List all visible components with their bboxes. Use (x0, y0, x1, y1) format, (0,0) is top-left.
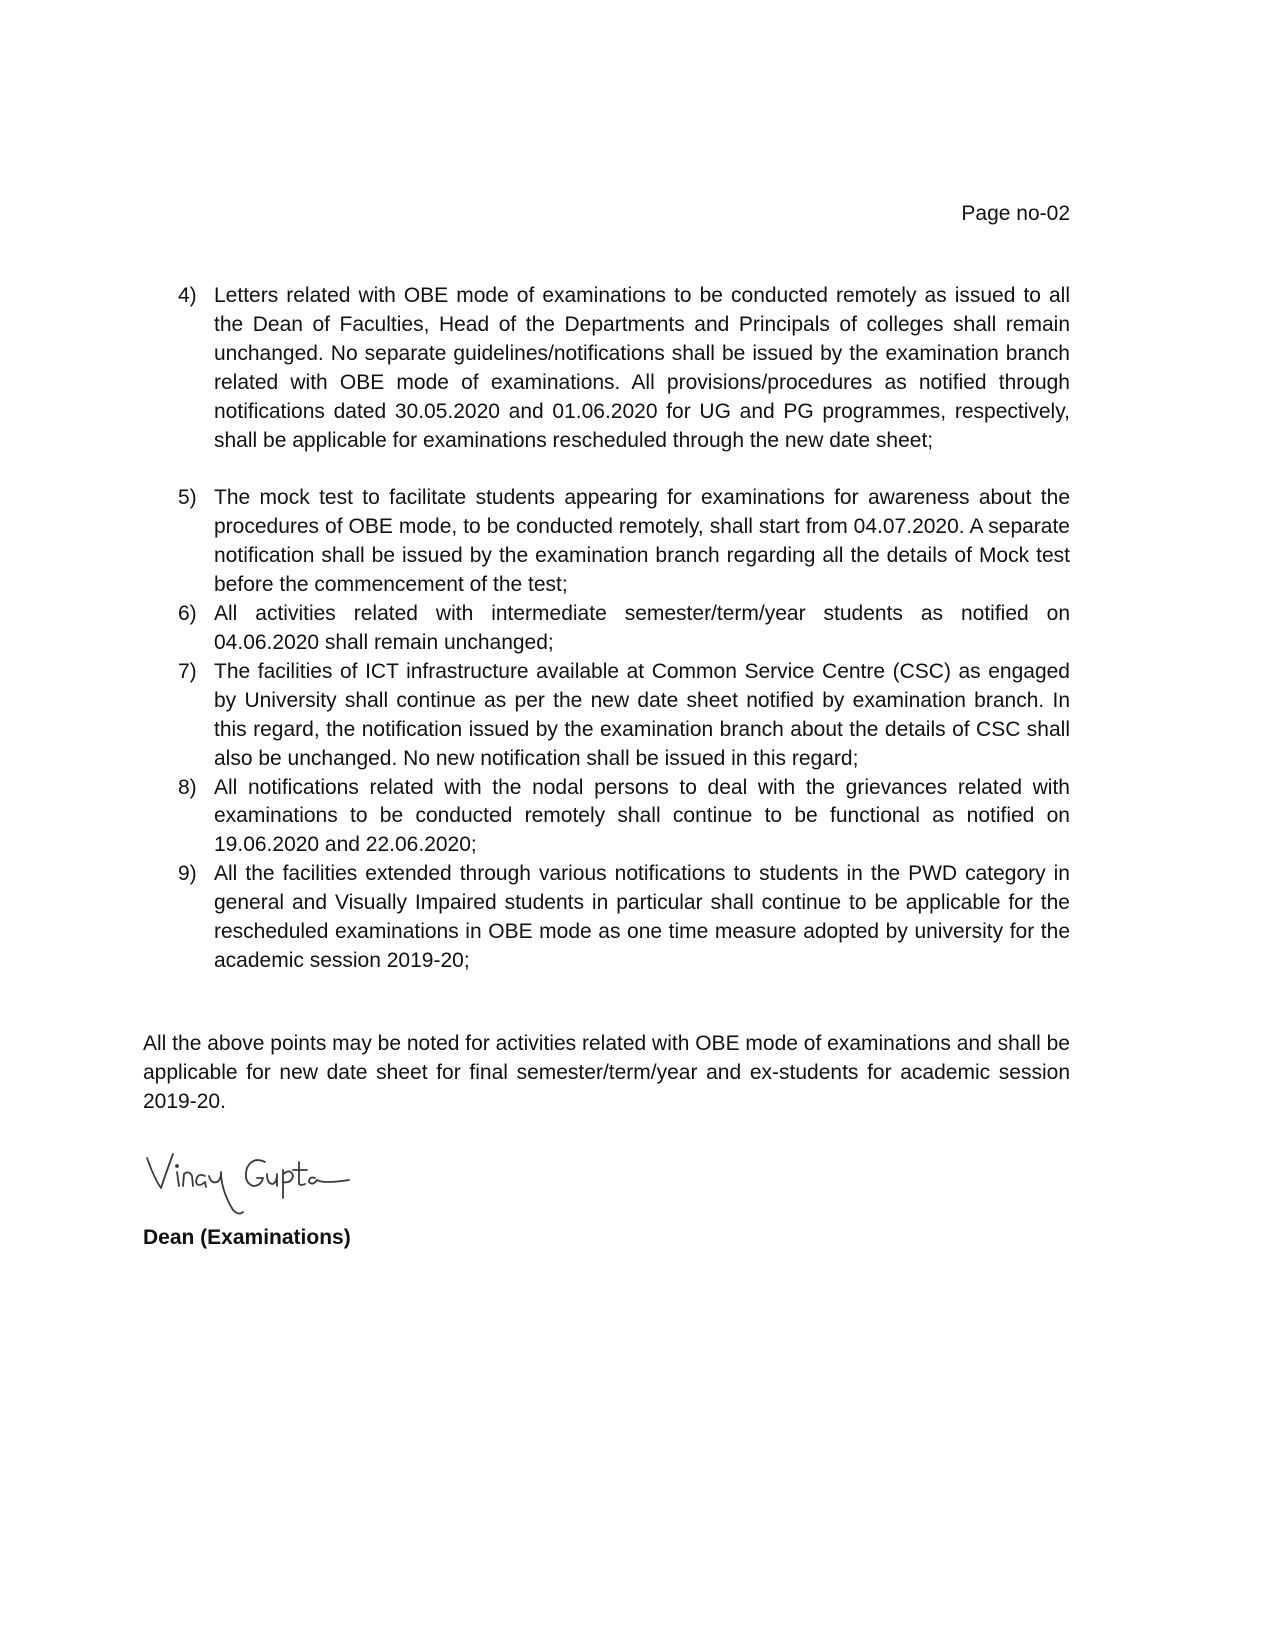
item-number: 7) (178, 659, 197, 683)
item-text: The mock test to facilitate students appearing for examinations for awareness about the procedures of OBE mode, to be conducted remotely, shall start from 04.07.2020. A separate notification shall be issued by the examination branch regarding all the details of Mock test before the commencement of the test; (214, 486, 1070, 597)
item-number: 8) (178, 775, 197, 799)
list-item (178, 860, 1070, 976)
item-number: 5) (178, 486, 197, 510)
item-text: Letters related with OBE mode of examinations to be conducted remotely as issued to all the Dean of Faculties, Head of the Departments and Principals of colleges shall remain unchanged. No separate guidelines/notifications shall be issued by the examination branch related with OBE mode of examinations. All provisions/procedures as notified through notifications dated 30.05.2020 and 01.06.2020 for UG and PG programmes, respectively, shall be applicable for examinations rescheduled through the new date sheet; (214, 284, 1070, 452)
list-item (178, 282, 1070, 455)
item-number: 4) (178, 284, 197, 307)
list-item (178, 658, 1070, 774)
list-item (178, 774, 1070, 861)
item-text: All notifications related with the nodal persons to deal with the grievances related with examinations to be conducted remotely shall continue to be functional as notified on 19.06.2020 and 22.06.2020; (214, 775, 1070, 857)
item-number: 6) (178, 602, 197, 626)
signatory-title: Dean (Examinations) (143, 1226, 351, 1249)
item-text: All activities related with intermediate semester/term/year students as notified on 04.06.2020 shall remain unchanged; (214, 602, 1070, 654)
points-list (178, 282, 1070, 976)
signature-image (143, 1140, 363, 1220)
page-number: Page no-02 (961, 202, 1070, 225)
list-item (178, 600, 1070, 658)
item-number: 9) (178, 862, 197, 886)
closing-paragraph: All the above points may be noted for activities related with OBE mode of examinations and shall be applicable for new date sheet for final semester/term/year and ex-students for academic session 2019-20. (143, 1032, 1070, 1113)
list-item (178, 484, 1070, 600)
item-text: All the facilities extended through various notifications to students in the PWD category in general and Visually Impaired students in particular shall continue to be applicable for the rescheduled examinations in OBE mode as one time measure adopted by university for the academic session 2019-20; (214, 862, 1070, 972)
item-text: The facilities of ICT infrastructure available at Common Service Centre (CSC) as engaged by University shall continue as per the new date sheet notified by examination branch. In this regard, the notification issued by the examination branch about the details of CSC shall also be unchanged. No new notification shall be issued in this regard; (214, 659, 1070, 770)
